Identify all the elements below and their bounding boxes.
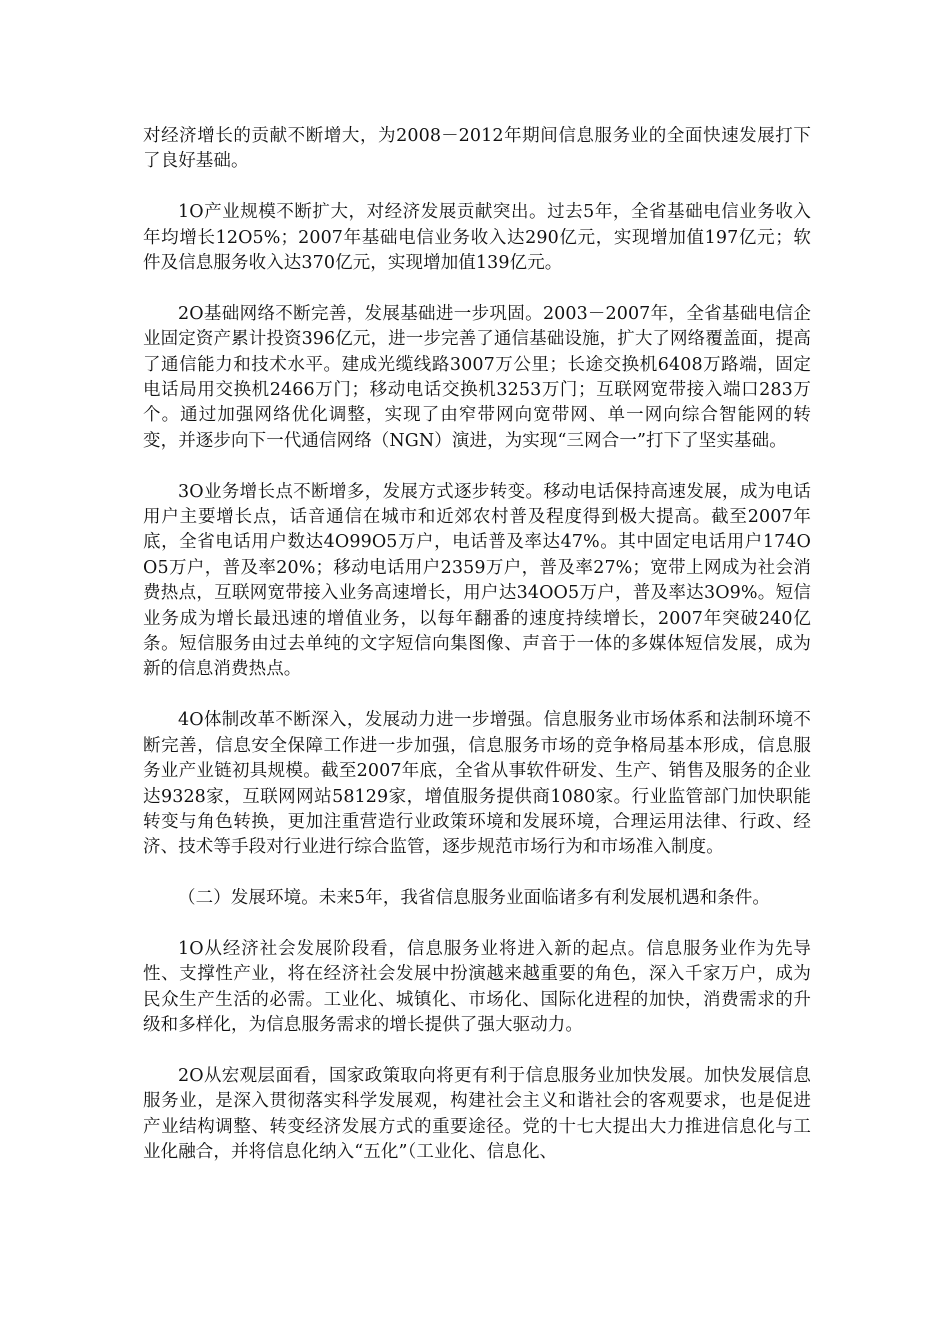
paragraph-macro-policy: 2O从宏观层面看，国家政策取向将更有利于信息服务业加快发展。加快发展信息服务业，是深入贯彻落实科学发展观，构建社会主义和谐社会的客观要求，也是促进产业结构调整、转变经济发展方式的重要途径。党的十七大提出大力推进信息化与工业化融合，并将信息化纳入“五化”（工业化、信息化、: [143, 1065, 811, 1163]
paragraph-industry-scale: 1O产业规模不断扩大，对经济发展贡献突出。过去5年，全省基础电信业务收入年均增长12O5%；2007年基础电信业务收入达290亿元，实现增加值197亿元；软件及信息服务收入达370亿元，实现增加值139亿元。: [143, 202, 811, 274]
paragraph-infrastructure: 2O基础网络不断完善，发展基础进一步巩固。2003－2007年，全省基础电信企业固定资产累计投资396亿元，进一步完善了通信基础设施，扩大了网络覆盖面，提高了通信能力和技术水平。建成光缆线路3007万公里；长途交换机6408万路端，固定电话局用交换机2466万门；移动电话交换机3253万门；互联网宽带接入端口283万个。通过加强网络优化调整，实现了由窄带网向宽带网、单一网向综合智能网的转变，并逐步向下一代通信网络（NGN）演进，为实现“三网合一”打下了坚实基础。: [143, 303, 811, 451]
section-heading-environment: （二）发展环境。未来5年，我省信息服务业面临诸多有利发展机遇和条件。: [178, 888, 771, 909]
paragraph-continuation: 对经济增长的贡献不断增大，为2008－2012年期间信息服务业的全面快速发展打下了良好基础。: [143, 126, 811, 172]
paragraph-business-growth: 3O业务增长点不断增多，发展方式逐步转变。移动电话保持高速发展，成为电话用户主要增长点，话音通信在城市和近郊农村普及程度得到极大提高。截至2007年底，全省电话用户数达4O99O5万户，电话普及率达47%。其中固定电话用户174OO5万户，普及率20%；移动电话用户2359万户，普及率27%；宽带上网成为社会消费热点，互联网宽带接入业务高速增长，用户达34OO5万户，普及率达3O9%。短信业务成为增长最迅速的增值业务，以每年翻番的速度持续增长，2007年突破240亿条。短信服务由过去单纯的文字短信向集图像、声音于一体的多媒体短信发展，成为新的信息消费热点。: [143, 481, 811, 680]
document-page: [143, 124, 811, 1191]
paragraph-reform: 4O体制改革不断深入，发展动力进一步增强。信息服务业市场体系和法制环境不断完善，信息安全保障工作进一步加强，信息服务市场的竞争格局基本形成，信息服务业产业链初具规模。截至2007年底，全省从事软件研发、生产、销售及服务的企业达9328家，互联网网站58129家，增值服务提供商1080家。行业监管部门加快职能转变与角色转换，更加注重营造行业政策环境和发展环境，合理运用法律、行政、经济、技术等手段对行业进行综合监管，逐步规范市场行为和市场准入制度。: [143, 710, 811, 858]
paragraph-development-stage: 1O从经济社会发展阶段看，信息服务业将进入新的起点。信息服务业作为先导性、支撑性产业，将在经济社会发展中扮演越来越重要的角色，深入千家万户，成为民众生产生活的必需。工业化、城镇化、市场化、国际化进程的加快，消费需求的升级和多样化，为信息服务需求的增长提供了强大驱动力。: [143, 938, 811, 1036]
